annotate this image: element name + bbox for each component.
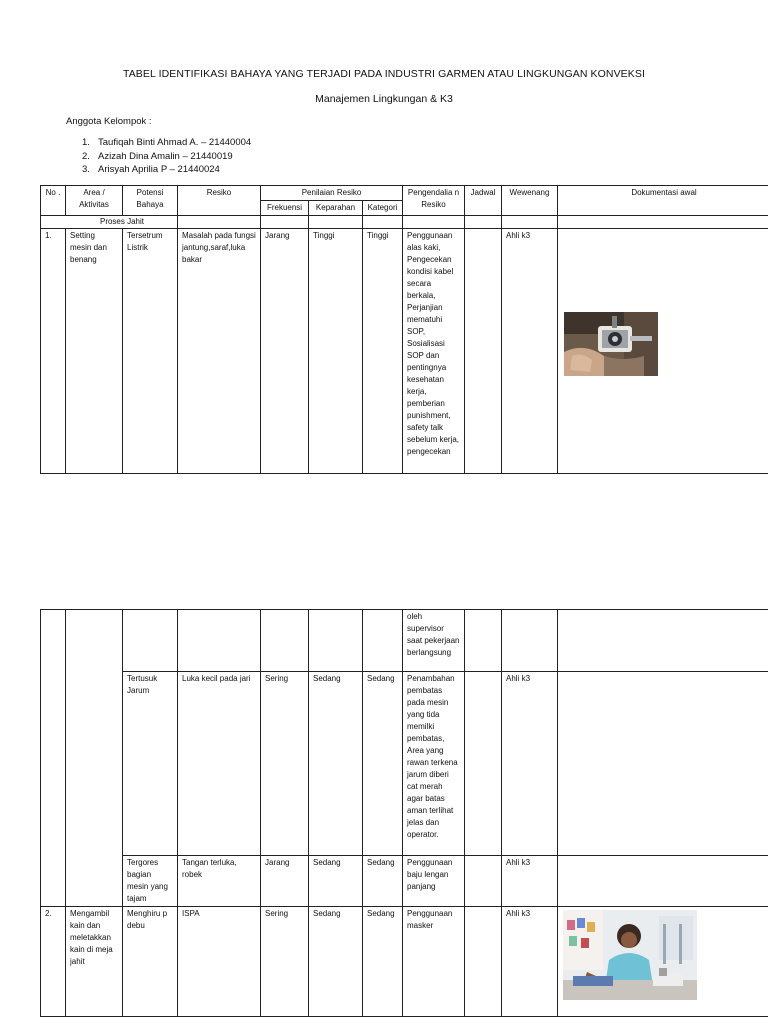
cell-frekuensi: Sering bbox=[261, 672, 309, 856]
cell-kategori: Sedang bbox=[363, 672, 403, 856]
cell-potensi: Tertusuk Jarum bbox=[123, 672, 178, 856]
tailor-workshop-photo bbox=[563, 910, 697, 1000]
cell-resiko: Masalah pada fungsi jantung,saraf,luka bakar bbox=[178, 229, 261, 474]
cell-keparahan: Sedang bbox=[309, 907, 363, 1017]
sewing-machine-photo bbox=[564, 312, 658, 376]
table-row bbox=[41, 907, 768, 1017]
sewing-machine-image bbox=[564, 312, 658, 376]
cell-resiko: ISPA bbox=[178, 907, 261, 1017]
member-item: 1. Taufiqah Binti Ahmad A. – 21440004 bbox=[82, 137, 252, 148]
header-no: No . bbox=[41, 186, 66, 216]
cell-dokumentasi bbox=[558, 907, 768, 1017]
cell-wewenang: Ahli k3 bbox=[502, 907, 558, 1017]
cell-wewenang: Ahli k3 bbox=[502, 856, 558, 907]
cell-kategori: Sedang bbox=[363, 856, 403, 907]
cell-wewenang: Ahli k3 bbox=[502, 229, 558, 474]
table-row bbox=[41, 856, 768, 907]
cell-area: Mengambil kain dan meletakkan kain di meja jahit bbox=[66, 907, 123, 1017]
document-subtitle: Manajemen Lingkungan & K3 bbox=[315, 93, 453, 105]
header-resiko: Resiko bbox=[178, 186, 261, 216]
tailor-workshop-image bbox=[563, 910, 697, 1000]
cell-no: 2. bbox=[41, 907, 66, 1017]
cell-potensi: Tersetrum Listrik bbox=[123, 229, 178, 474]
header-kategori: Kategori bbox=[363, 201, 403, 216]
table-row bbox=[41, 229, 768, 474]
section-label: Proses Jahit bbox=[41, 216, 178, 229]
cell-keparahan: Sedang bbox=[309, 856, 363, 907]
cell-pengendalian: Penggunaan alas kaki, Pengecekan kondisi kabel secara berkala, Perjanjian mematuhi SOP, Sosialisasi SOP dan pentingnya kesehatan kerja, pemberian punishment, safety talk sebelum kerja, pengecekan bbox=[403, 229, 465, 474]
cell-frekuensi: Jarang bbox=[261, 856, 309, 907]
risk-table-page-1 bbox=[40, 185, 768, 474]
cell-jadwal bbox=[465, 907, 502, 1017]
header-penilaian: Penilaian Resiko bbox=[261, 186, 403, 201]
cell-resiko: Tangan terluka, robek bbox=[178, 856, 261, 907]
header-dokumentasi: Dokumentasi awal bbox=[558, 186, 768, 216]
section-row bbox=[41, 216, 768, 229]
cell-no: 1. bbox=[41, 229, 66, 474]
cell-kategori: Tinggi bbox=[363, 229, 403, 474]
cell-area: Setting mesin dan benang bbox=[66, 229, 123, 474]
document-title: TABEL IDENTIFIKASI BAHAYA YANG TERJADI PADA INDUSTRI GARMEN ATAU LINGKUNGAN KONVEKSI bbox=[122, 68, 646, 80]
cell-kategori: Sedang bbox=[363, 907, 403, 1017]
header-jadwal: Jadwal bbox=[465, 186, 502, 216]
cell-dokumentasi bbox=[558, 229, 768, 474]
header-keparahan: Keparahan bbox=[309, 201, 363, 216]
header-wewenang: Wewenang bbox=[502, 186, 558, 216]
header-pengendalian: Pengendalia n Resiko bbox=[403, 186, 465, 216]
table-row bbox=[41, 610, 768, 672]
header-potensi: Potensi Bahaya bbox=[123, 186, 178, 216]
table-row bbox=[41, 672, 768, 856]
member-item: 3. Arisyah Aprilia P – 21440024 bbox=[82, 164, 220, 175]
member-item: 2. Azizah Dina Amalin – 21440019 bbox=[82, 150, 233, 162]
members-label: Anggota Kelompok : bbox=[66, 116, 152, 127]
header-area: Area / Aktivitas bbox=[66, 186, 123, 216]
cell-frekuensi: Jarang bbox=[261, 229, 309, 474]
cell-resiko: Luka kecil pada jari bbox=[178, 672, 261, 856]
cell-pengendalian: Penggunaan baju lengan panjang bbox=[403, 856, 465, 907]
cell-pengendalian: Penggunaan masker bbox=[403, 907, 465, 1017]
cell-pengendalian: oleh supervisor saat pekerjaan berlangsung bbox=[403, 610, 465, 672]
cell-potensi: Menghiru p debu bbox=[123, 907, 178, 1017]
cell-wewenang: Ahli k3 bbox=[502, 672, 558, 856]
header-frekuensi: Frekuensi bbox=[261, 201, 309, 216]
cell-jadwal bbox=[465, 229, 502, 474]
cell-jadwal bbox=[465, 672, 502, 856]
cell-potensi: Tergores bagian mesin yang tajam bbox=[123, 856, 178, 907]
cell-keparahan: Sedang bbox=[309, 672, 363, 856]
cell-keparahan: Tinggi bbox=[309, 229, 363, 474]
cell-frekuensi: Sering bbox=[261, 907, 309, 1017]
cell-pengendalian: Penambahan pembatas pada mesin yang tida memilki pembatas, Area yang rawan terkena jarum diberi cat merah agar batas aman terlihat jelas dan operator. bbox=[403, 672, 465, 856]
cell-jadwal bbox=[465, 856, 502, 907]
header-row bbox=[41, 186, 768, 201]
risk-table-page-2 bbox=[40, 609, 768, 1017]
members-list bbox=[82, 136, 251, 177]
